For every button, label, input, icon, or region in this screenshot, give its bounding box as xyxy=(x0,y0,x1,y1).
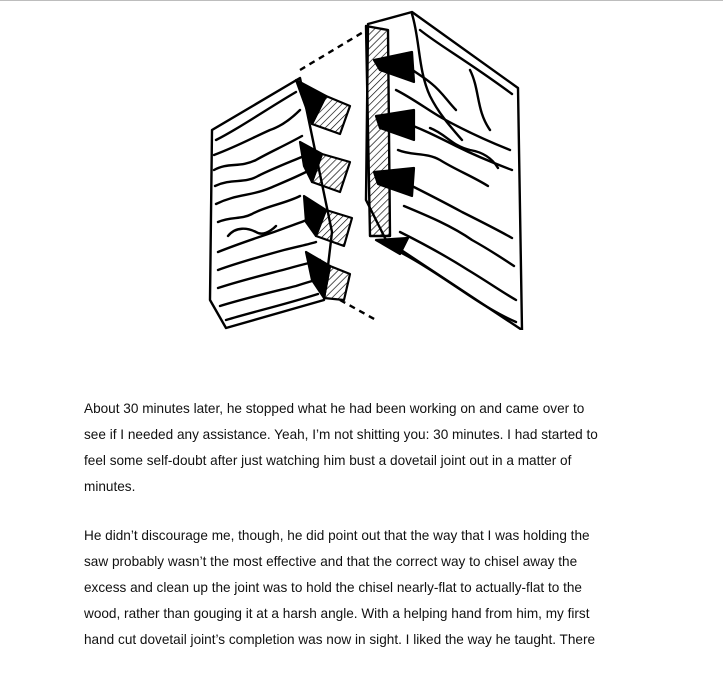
paragraph-1 xyxy=(84,396,644,500)
dovetail-joint-illustration xyxy=(200,8,530,330)
paragraph-line: About 30 minutes later, he stopped what he had been working on and came over to xyxy=(84,401,585,416)
paragraph-line: saw probably wasn’t the most effective and that the correct way to chisel away the xyxy=(84,554,578,569)
paragraph-line: hand cut dovetail joint’s completion was now in sight. I liked the way he taught. There xyxy=(84,632,596,647)
page-top-border xyxy=(0,0,723,1)
paragraph-line: excess and clean up the joint was to hold the chisel nearly-flat to actually-flat to the xyxy=(84,580,582,595)
paragraph-line: wood, rather than gouging it at a harsh angle. With a helping hand from him, my first xyxy=(84,606,590,621)
paragraph-line: He didn’t discourage me, though, he did point out that the way that I was holding the xyxy=(84,528,590,543)
paragraph-line: minutes. xyxy=(84,479,136,494)
paragraph-line: feel some self-doubt after just watching him bust a dovetail joint out in a matter of xyxy=(84,453,572,468)
paragraph-2 xyxy=(84,523,644,653)
paragraph-line: see if I needed any assistance. Yeah, I’m not shitting you: 30 minutes. I had started to xyxy=(84,427,598,442)
